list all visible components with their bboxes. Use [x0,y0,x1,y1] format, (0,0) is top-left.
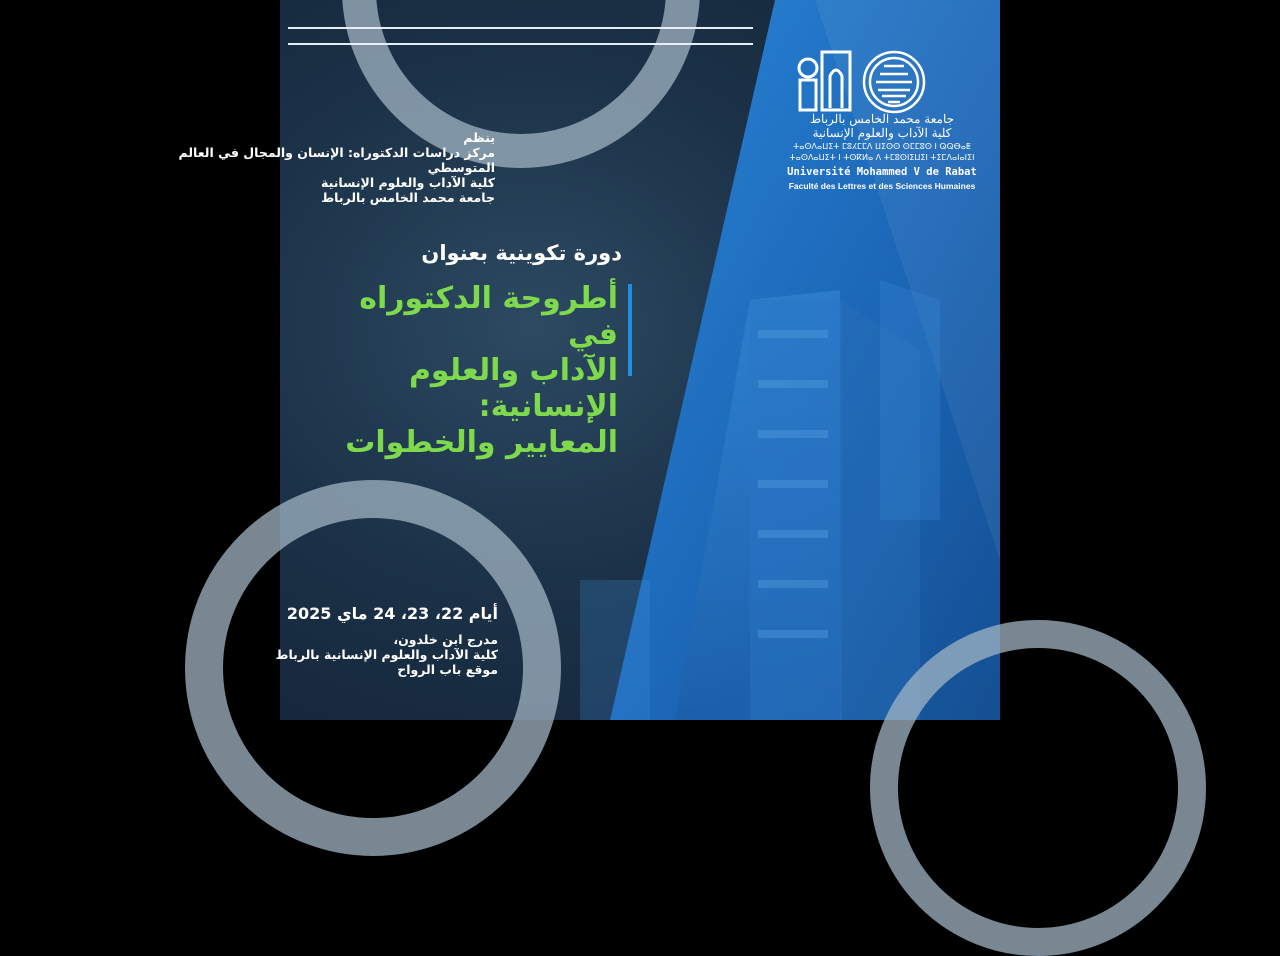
university-logo [787,46,977,206]
organizer-heading: ينظم [463,130,495,145]
title-accent-bar [628,284,632,376]
organizer-line: كلية الآداب والعلوم الإنسانية [321,175,495,190]
decorative-circle-right [870,620,1206,956]
top-rule-1 [288,27,753,29]
building-image [580,280,940,720]
logo-arabic-line1: جامعة محمد الخامس بالرباط [809,112,955,126]
logo-arabic-line2: كلية الآداب والعلوم الإنسانية [812,126,952,140]
logo-tifinagh-line1: ⵜⴰⵙⴷⴰⵡⵉⵜ ⵎⵓⵃⵎⵎⴷ ⵡⵉⵙⵙ ⵙⵎⵎⵓⵙ ⵏ ⵕⵕⴱⴰⵟ [793,142,971,151]
venue-line: مدرج ابن خلدون، [393,632,498,647]
course-subtitle: دورة تكوينية بعنوان [421,241,622,265]
title-line: المعايير والخطوات [345,425,618,460]
organizer-line: جامعة محمد الخامس بالرباط [321,190,495,205]
logo-french-line1: Université Mohammed V de Rabat [787,166,977,178]
title-line: أطروحة الدكتوراه في [359,281,618,352]
course-title [318,281,618,461]
venue-line: كلية الآداب والعلوم الإنسانية بالرباط [275,647,498,662]
title-line: الآداب والعلوم الإنسانية: [408,353,618,424]
event-dates: أيام 22، 23، 24 ماي 2025 [286,604,498,623]
venue-line: موقع باب الرواح [397,662,498,677]
organizer-block [135,130,495,205]
logo-french-line2: Faculté des Lettres et des Sciences Humaines [788,181,976,191]
university-emblem-icon [792,46,972,116]
logo-tifinagh-line2: ⵜⴰⵙⴷⴰⵡⵉⵜ ⵏ ⵜⵙⴽⵍⴰ ⴷ ⵜⵎⵓⵙⵏⵉⵡⵉⵏ ⵜⵉⵎⴷⴰⵏⴰⵏⵉⵏ [789,153,975,162]
top-rule-2 [288,43,753,45]
event-venue [198,632,498,677]
poster [178,0,1000,720]
organizer-line: مركز دراسات الدكتوراه: الإنسان والمجال في العالم المتوسطي [178,145,495,175]
